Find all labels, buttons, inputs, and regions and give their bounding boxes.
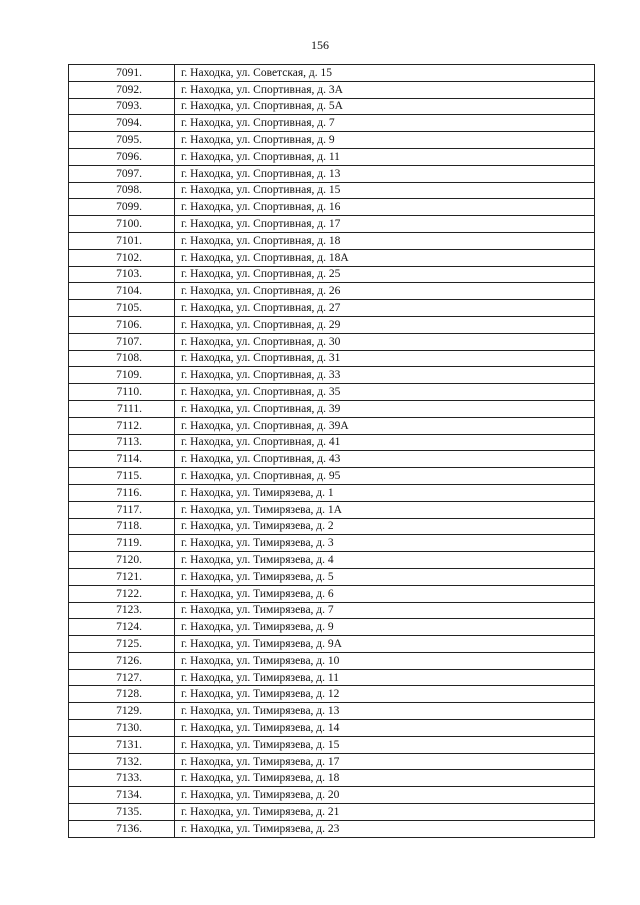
row-number: 7125.	[69, 636, 175, 653]
row-number: 7103.	[69, 266, 175, 283]
row-address: г. Находка, ул. Тимирязева, д. 21	[175, 804, 595, 821]
row-number: 7136.	[69, 820, 175, 837]
row-address: г. Находка, ул. Тимирязева, д. 14	[175, 720, 595, 737]
row-address: г. Находка, ул. Тимирязева, д. 5	[175, 568, 595, 585]
table-row	[69, 216, 595, 233]
table-row	[69, 787, 595, 804]
row-number: 7132.	[69, 753, 175, 770]
row-address: г. Находка, ул. Тимирязева, д. 13	[175, 703, 595, 720]
row-number: 7106.	[69, 316, 175, 333]
row-number: 7129.	[69, 703, 175, 720]
table-row	[69, 652, 595, 669]
row-address: г. Находка, ул. Спортивная, д. 5А	[175, 98, 595, 115]
row-address: г. Находка, ул. Спортивная, д. 9	[175, 132, 595, 149]
row-address: г. Находка, ул. Спортивная, д. 16	[175, 199, 595, 216]
row-number: 7121.	[69, 568, 175, 585]
row-address: г. Находка, ул. Тимирязева, д. 9А	[175, 636, 595, 653]
table-row	[69, 199, 595, 216]
table-row	[69, 434, 595, 451]
table-row	[69, 568, 595, 585]
table-row	[69, 182, 595, 199]
row-address: г. Находка, ул. Тимирязева, д. 11	[175, 669, 595, 686]
row-address: г. Находка, ул. Спортивная, д. 26	[175, 283, 595, 300]
row-number: 7109.	[69, 367, 175, 384]
table-row	[69, 283, 595, 300]
row-address: г. Находка, ул. Спортивная, д. 15	[175, 182, 595, 199]
row-address: г. Находка, ул. Тимирязева, д. 10	[175, 652, 595, 669]
row-address: г. Находка, ул. Тимирязева, д. 1	[175, 484, 595, 501]
row-address: г. Находка, ул. Спортивная, д. 39А	[175, 417, 595, 434]
row-number: 7092.	[69, 81, 175, 98]
row-address: г. Находка, ул. Спортивная, д. 3А	[175, 81, 595, 98]
table-row	[69, 115, 595, 132]
table-row	[69, 249, 595, 266]
row-number: 7094.	[69, 115, 175, 132]
row-address: г. Находка, ул. Тимирязева, д. 17	[175, 753, 595, 770]
row-number: 7116.	[69, 484, 175, 501]
row-number: 7126.	[69, 652, 175, 669]
row-number: 7112.	[69, 417, 175, 434]
table-row	[69, 602, 595, 619]
row-number: 7117.	[69, 501, 175, 518]
row-address: г. Находка, ул. Спортивная, д. 95	[175, 468, 595, 485]
row-number: 7115.	[69, 468, 175, 485]
row-address: г. Находка, ул. Тимирязева, д. 9	[175, 619, 595, 636]
table-row	[69, 636, 595, 653]
row-address: г. Находка, ул. Тимирязева, д. 4	[175, 552, 595, 569]
row-number: 7111.	[69, 400, 175, 417]
table-row	[69, 703, 595, 720]
row-number: 7095.	[69, 132, 175, 149]
row-address: г. Находка, ул. Тимирязева, д. 23	[175, 820, 595, 837]
table-row	[69, 451, 595, 468]
table-row	[69, 686, 595, 703]
row-number: 7093.	[69, 98, 175, 115]
row-address: г. Находка, ул. Тимирязева, д. 1А	[175, 501, 595, 518]
page-number: 156	[311, 38, 329, 52]
row-number: 7128.	[69, 686, 175, 703]
table-row	[69, 367, 595, 384]
row-number: 7113.	[69, 434, 175, 451]
table-row	[69, 98, 595, 115]
row-number: 7123.	[69, 602, 175, 619]
row-number: 7108.	[69, 350, 175, 367]
row-address: г. Находка, ул. Тимирязева, д. 12	[175, 686, 595, 703]
address-table	[68, 64, 595, 838]
row-number: 7096.	[69, 148, 175, 165]
table-row	[69, 585, 595, 602]
row-address: г. Находка, ул. Спортивная, д. 7	[175, 115, 595, 132]
row-number: 7131.	[69, 736, 175, 753]
table-row	[69, 400, 595, 417]
row-number: 7133.	[69, 770, 175, 787]
row-number: 7104.	[69, 283, 175, 300]
table-row	[69, 300, 595, 317]
row-address: г. Находка, ул. Спортивная, д. 11	[175, 148, 595, 165]
row-address: г. Находка, ул. Спортивная, д. 18А	[175, 249, 595, 266]
row-address: г. Находка, ул. Тимирязева, д. 2	[175, 518, 595, 535]
table-row	[69, 736, 595, 753]
row-number: 7130.	[69, 720, 175, 737]
row-number: 7101.	[69, 232, 175, 249]
row-address: г. Находка, ул. Спортивная, д. 41	[175, 434, 595, 451]
table-row	[69, 720, 595, 737]
table-row	[69, 753, 595, 770]
table-row	[69, 333, 595, 350]
table-row	[69, 148, 595, 165]
row-address: г. Находка, ул. Спортивная, д. 13	[175, 165, 595, 182]
row-number: 7114.	[69, 451, 175, 468]
table-row	[69, 804, 595, 821]
table-row	[69, 384, 595, 401]
row-number: 7118.	[69, 518, 175, 535]
row-address: г. Находка, ул. Спортивная, д. 33	[175, 367, 595, 384]
table-row	[69, 501, 595, 518]
row-address: г. Находка, ул. Тимирязева, д. 18	[175, 770, 595, 787]
row-number: 7102.	[69, 249, 175, 266]
row-number: 7122.	[69, 585, 175, 602]
table-row	[69, 65, 595, 82]
row-number: 7110.	[69, 384, 175, 401]
row-number: 7119.	[69, 535, 175, 552]
row-number: 7127.	[69, 669, 175, 686]
table-row	[69, 232, 595, 249]
row-address: г. Находка, ул. Спортивная, д. 29	[175, 316, 595, 333]
row-number: 7091.	[69, 65, 175, 82]
row-address: г. Находка, ул. Спортивная, д. 31	[175, 350, 595, 367]
table-row	[69, 518, 595, 535]
table-row	[69, 316, 595, 333]
row-address: г. Находка, ул. Спортивная, д. 25	[175, 266, 595, 283]
table-row	[69, 165, 595, 182]
table-row	[69, 552, 595, 569]
row-number: 7135.	[69, 804, 175, 821]
row-address: г. Находка, ул. Спортивная, д. 43	[175, 451, 595, 468]
row-address: г. Находка, ул. Спортивная, д. 39	[175, 400, 595, 417]
row-number: 7107.	[69, 333, 175, 350]
table-row	[69, 81, 595, 98]
table-row	[69, 350, 595, 367]
row-address: г. Находка, ул. Тимирязева, д. 20	[175, 787, 595, 804]
table-row	[69, 535, 595, 552]
row-number: 7105.	[69, 300, 175, 317]
table-row	[69, 417, 595, 434]
row-address: г. Находка, ул. Тимирязева, д. 15	[175, 736, 595, 753]
table-row	[69, 619, 595, 636]
row-number: 7100.	[69, 216, 175, 233]
row-number: 7097.	[69, 165, 175, 182]
row-address: г. Находка, ул. Спортивная, д. 35	[175, 384, 595, 401]
row-address: г. Находка, ул. Тимирязева, д. 7	[175, 602, 595, 619]
row-number: 7120.	[69, 552, 175, 569]
row-number: 7134.	[69, 787, 175, 804]
row-address: г. Находка, ул. Тимирязева, д. 6	[175, 585, 595, 602]
table-row	[69, 266, 595, 283]
table-row	[69, 820, 595, 837]
row-address: г. Находка, ул. Советская, д. 15	[175, 65, 595, 82]
row-address: г. Находка, ул. Тимирязева, д. 3	[175, 535, 595, 552]
table-row	[69, 669, 595, 686]
table-row	[69, 468, 595, 485]
table-row	[69, 132, 595, 149]
row-number: 7099.	[69, 199, 175, 216]
row-address: г. Находка, ул. Спортивная, д. 18	[175, 232, 595, 249]
address-table-body	[69, 65, 595, 838]
row-number: 7124.	[69, 619, 175, 636]
row-address: г. Находка, ул. Спортивная, д. 30	[175, 333, 595, 350]
row-address: г. Находка, ул. Спортивная, д. 27	[175, 300, 595, 317]
row-address: г. Находка, ул. Спортивная, д. 17	[175, 216, 595, 233]
table-row	[69, 484, 595, 501]
row-number: 7098.	[69, 182, 175, 199]
table-row	[69, 770, 595, 787]
